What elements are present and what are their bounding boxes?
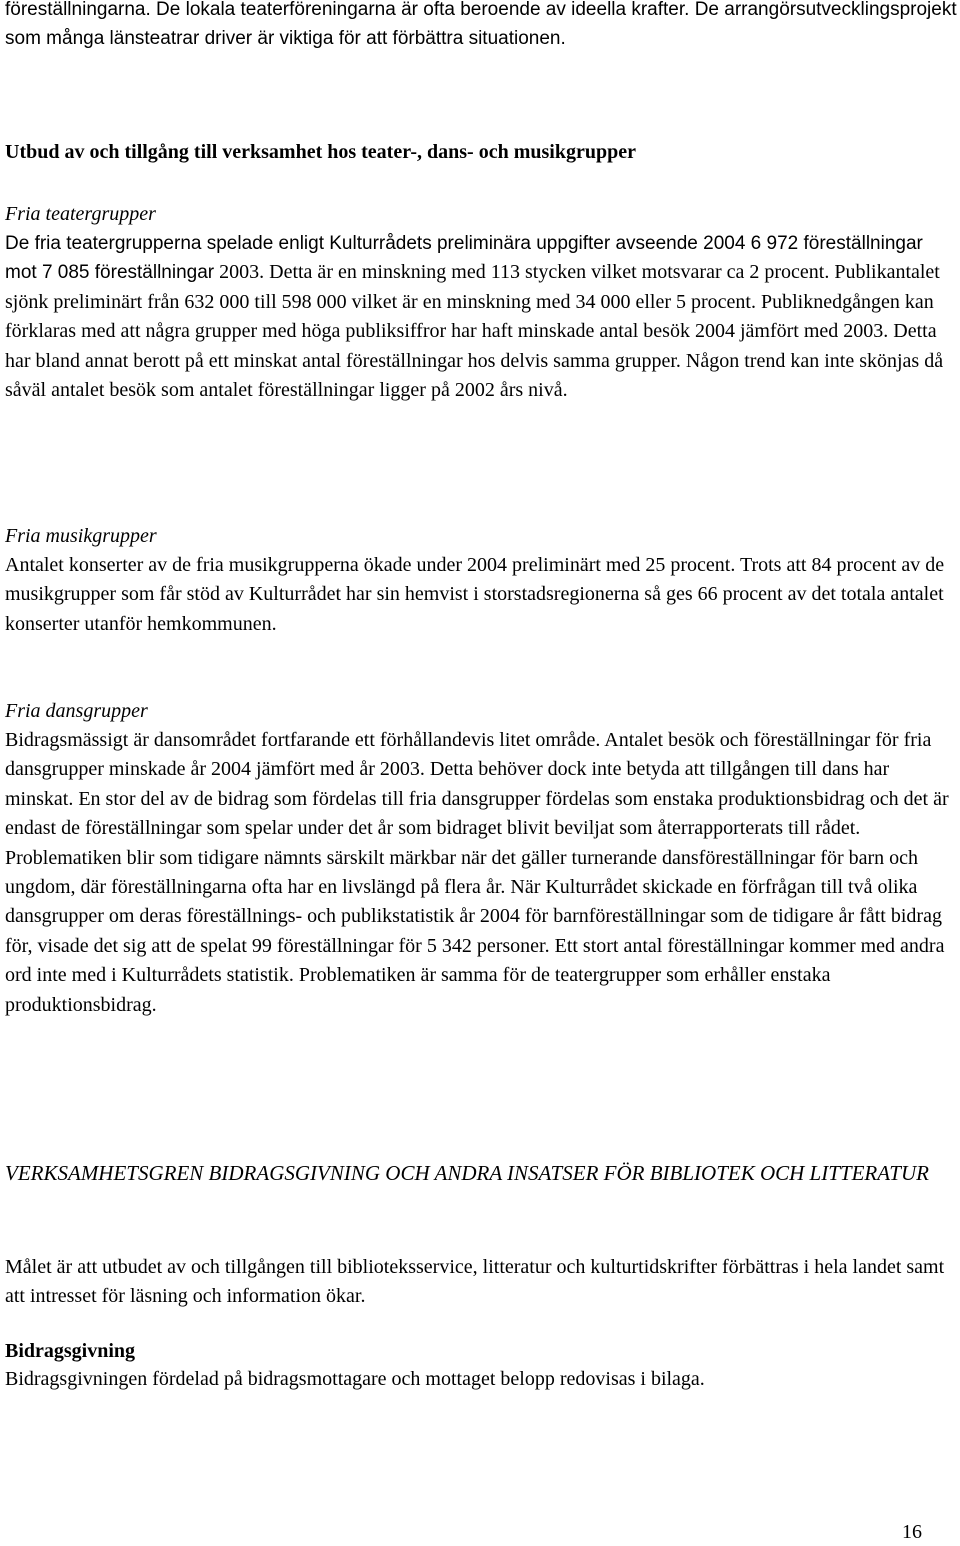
music-groups-section bbox=[5, 522, 957, 639]
theatre-groups-section bbox=[5, 200, 957, 405]
library-goal bbox=[5, 1253, 957, 1312]
intro-paragraph: föreställningarna. De lokala teaterföreningarna är ofta beroende av ideella krafter. De arrangörsutvecklingsprojekt som många länsteatrar driver är viktiga för att förbättra situationen. bbox=[5, 0, 957, 49]
music-subheading: Fria musikgrupper bbox=[5, 525, 157, 547]
page-number: 16 bbox=[902, 1521, 922, 1543]
grants-paragraph: Bidragsgivningen fördelad på bidragsmottagare och mottaget belopp redovisas i bilaga. bbox=[5, 1368, 705, 1390]
theatre-paragraph-serif: 2003. Detta är en minskning med 113 stycken vilket motsvarar ca 2 procent. Publikantalet sjönk preliminärt från 632 000 till 598 000 vilket är en minskning med 34 000 eller 5 procent. Publiknedgången kan förklaras med att några grupper med höga publiksiffror har haft minskade antal besök 2004 jämfört med 2003. Detta har bland annat berott på ett minskat antal föreställningar hos delvis samma grupper. Någon trend kan inte skönjas då såväl antalet besök som antalet föreställningar ligger på 2002 års nivå. bbox=[5, 261, 944, 402]
grants-section bbox=[5, 1337, 957, 1394]
theatre-paragraph-sans: De fria teatergrupperna spelade enligt Kulturrådets preliminära uppgifter avseende 2004 6 972 föreställningar mot 7 085 föreställningar bbox=[5, 233, 923, 284]
section-performing-groups bbox=[5, 138, 957, 166]
dance-paragraph: Bidragsmässigt är dansområdet fortfarande ett förhållandevis litet område. Antalet besök och föreställningar för fria dansgrupper minskade år 2004 jämfört med år 2003. Detta behöver dock inte betyda att tillgången till dans har minskat. En stor del av de bidrag som fördelas till fria dansgrupper fördelas som enstaka produktionsbidrag och det är endast de föreställningar som spelar under det år som bidraget blivit beviljat som återrapporterats till rådet. Problematiken blir som tidigare nämnts särskilt märkbar när det gäller turnerande dansföreställningar för barn och ungdom, där föreställningarna ofta har en livslängd på flera år. När Kulturrådet skickade en förfrågan till två olika dansgrupper om deras föreställnings- och publikstatistik år 2004 för barnföreställningar som de tidigare år fått bidrag för, visade det sig att de spelat 99 föreställningar för 5 342 personer. Ett stort antal föreställningar kommer med andra ord inte med i Kulturrådets statistik. Problematiken är samma för de teatergrupper som erhåller enstaka produktionsbidrag. bbox=[5, 729, 949, 1016]
dance-subheading: Fria dansgrupper bbox=[5, 700, 148, 722]
theatre-subheading: Fria teatergrupper bbox=[5, 203, 156, 225]
theatre-paragraph bbox=[5, 229, 957, 405]
library-section-heading: VERKSAMHETSGREN BIDRAGSGIVNING OCH ANDRA INSATSER FÖR BIBLIOTEK OCH LITTERATUR bbox=[5, 1161, 929, 1185]
grants-heading: Bidragsgivning bbox=[5, 1340, 136, 1362]
section-heading: Utbud av och tillgång till verksamhet hos teater-, dans- och musikgrupper bbox=[5, 141, 636, 163]
library-literature-section bbox=[5, 1158, 957, 1189]
dance-groups-section bbox=[5, 697, 957, 1020]
music-paragraph: Antalet konserter av de fria musikgrupperna ökade under 2004 preliminärt med 25 procent. Trots att 84 procent av de musikgrupper som får stöd av Kulturrådet har sin hemvist i storstadsregionerna så ges 66 procent av det totala antalet konserter utanför hemkommunen. bbox=[5, 554, 945, 635]
library-goal-paragraph: Målet är att utbudet av och tillgången till biblioteksservice, litteratur och kulturtidskrifter förbättras i hela landet samt att intresset för läsning och information ökar. bbox=[5, 1256, 945, 1308]
